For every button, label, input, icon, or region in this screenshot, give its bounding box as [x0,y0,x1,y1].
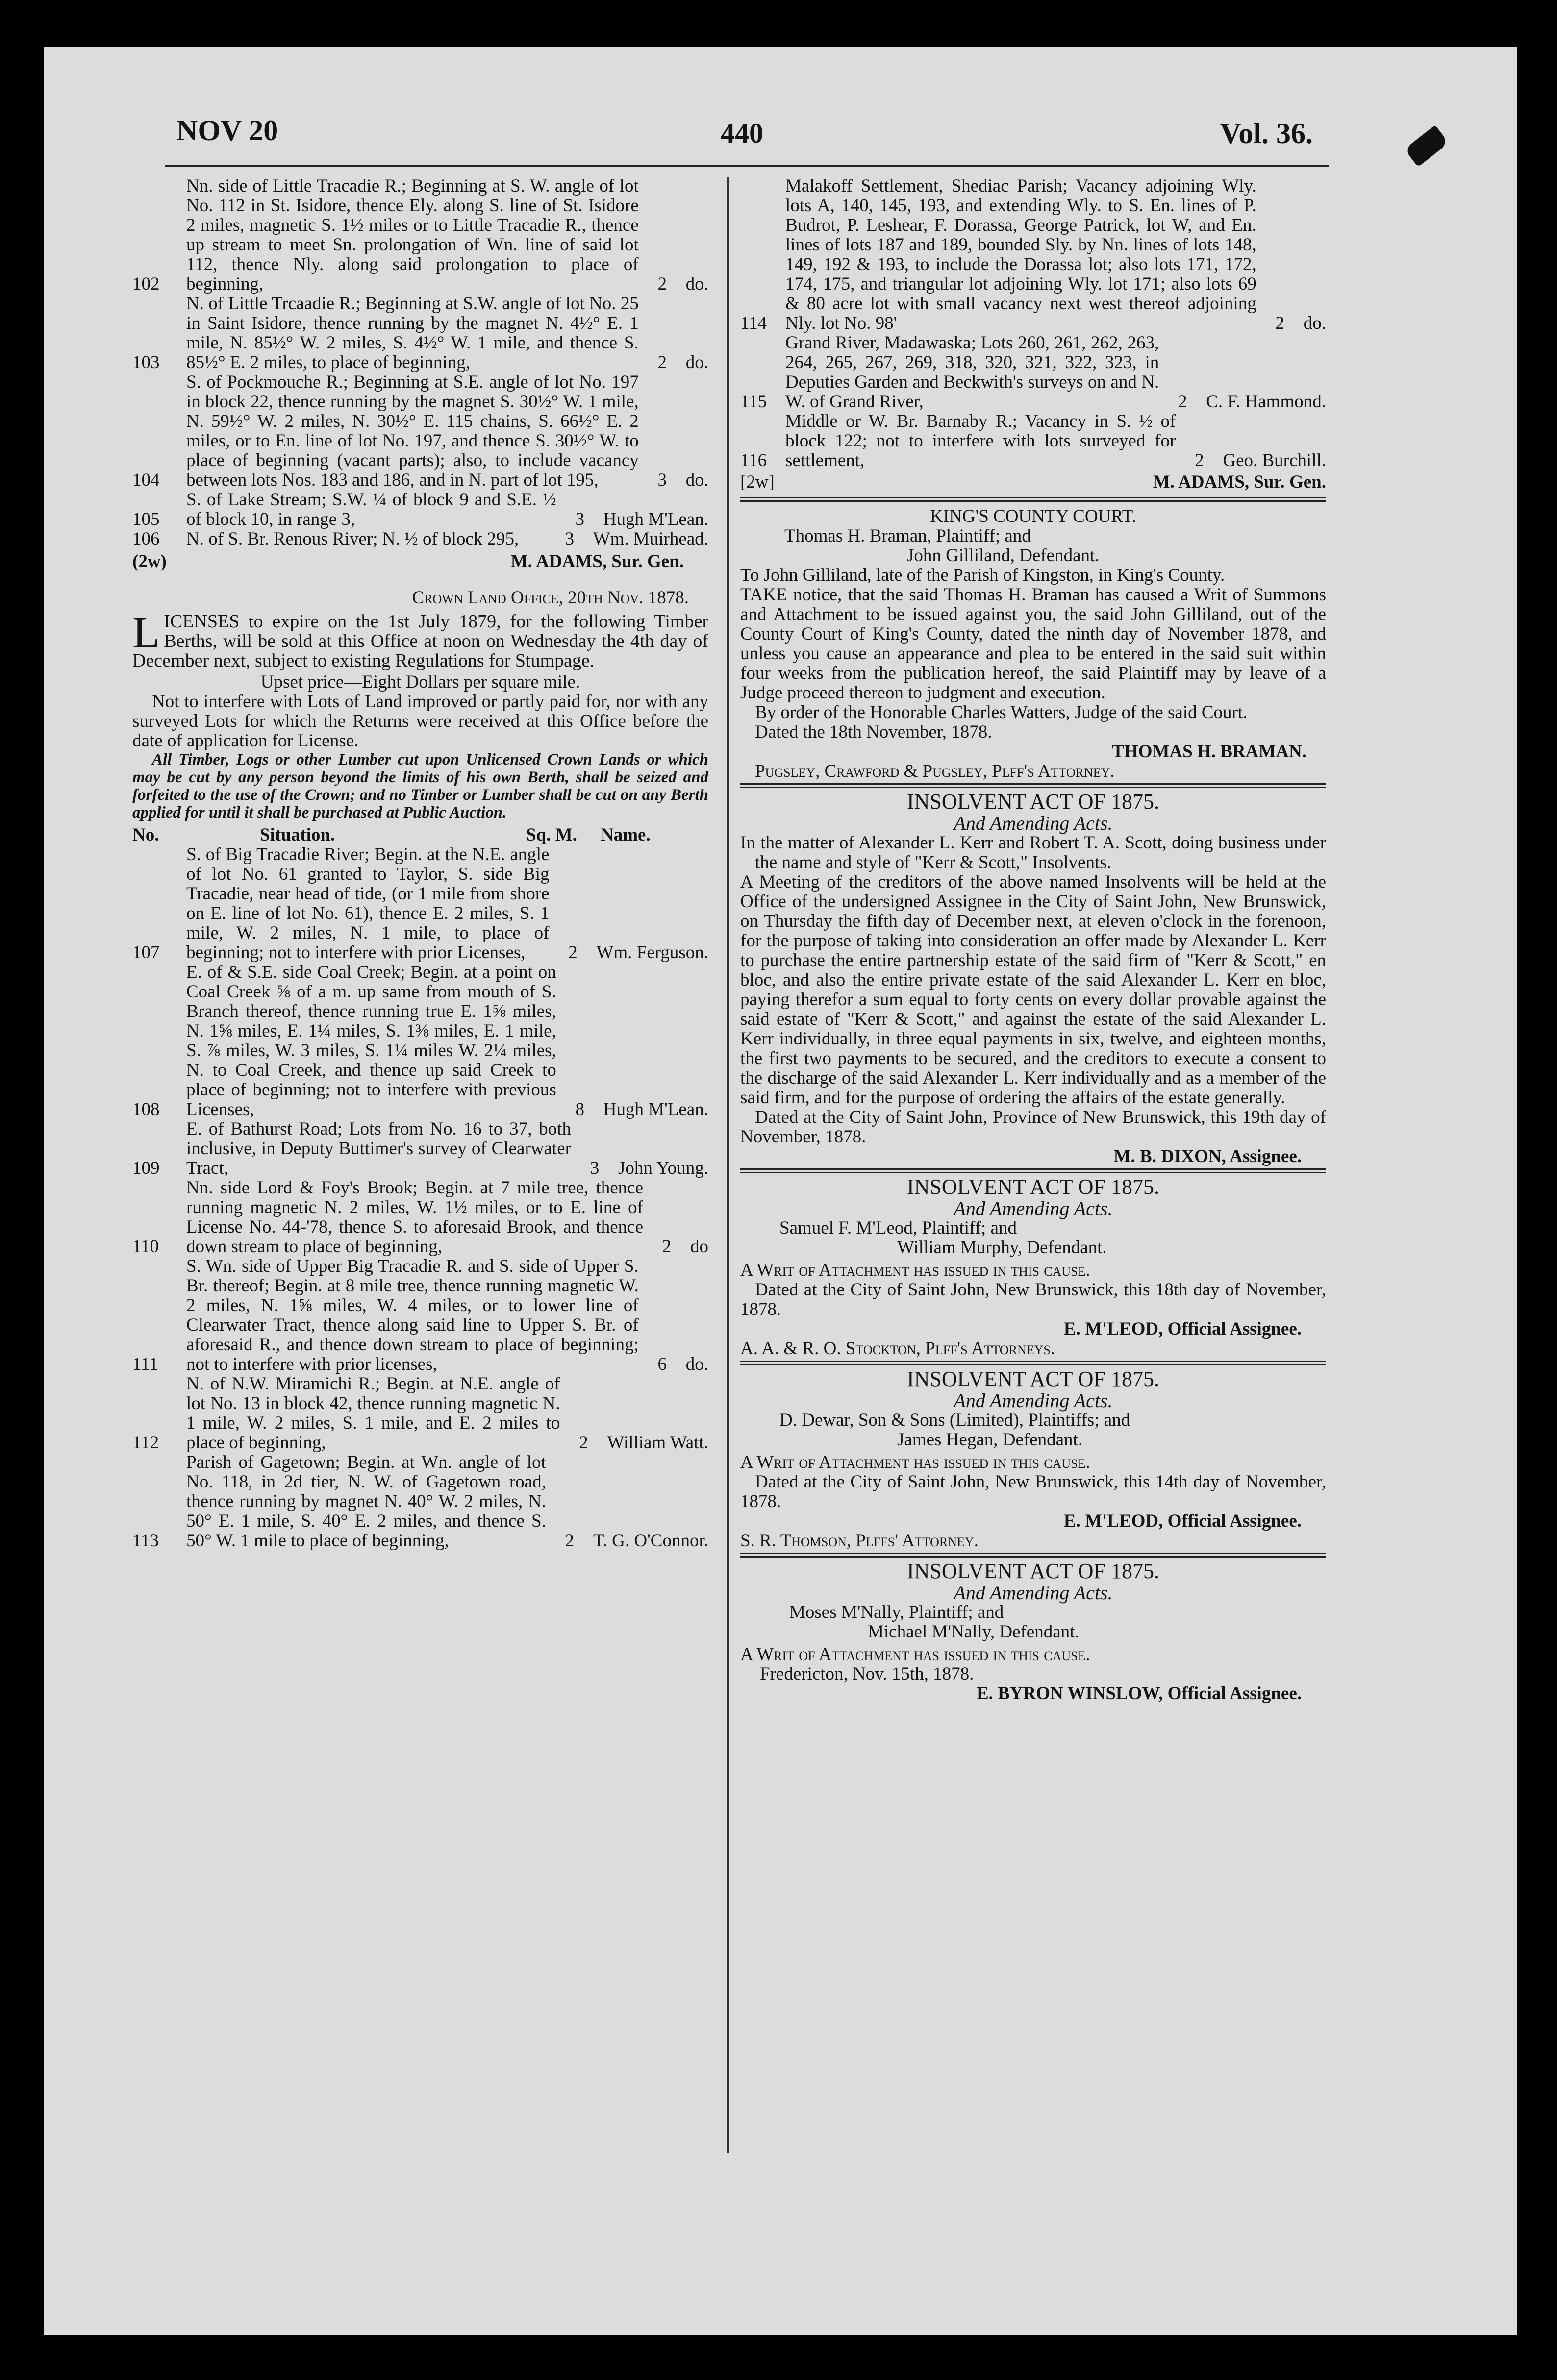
berth-licensee: Geo. Burchill. [1223,450,1326,471]
berth-number: 107 [132,942,160,963]
berth-square-miles: 2 [568,942,578,963]
berth-row [132,963,708,1119]
berth-row [740,412,1326,471]
berth-number: 104 [132,470,160,490]
berth-square-miles: 3 [590,1158,600,1178]
section-rule [740,497,1326,502]
insolvent-notice-kerr-scott: INSOLVENT ACT OF 1875. And Amending Acts. In the matter of Alexander L. Kerr and Robert T. A. Scott, doing business under the name and style of "Kerr & Scott," Insolvents. A Meeting of the creditors of the above named Insolvents will be held at the Office of the undersigned Assignee in the City of Saint John, New Brunswick, on Thursday the fifth day of December next, at eleven o'clock in the forenoon, for the purpose of taking into consideration an offer made by Alexander L. Kerr to purchase the entire partnership estate of the said firm of "Kerr & Scott," en bloc, and also the entire private estate of the said Alexander L. Kerr en bloc, paying therefor a sum equal to forty cents on every dollar provable against the said estate of "Kerr & Scott," and against the estate of the said Alexander L. Kerr individually, in three equal payments in six, twelve, and eighteen months, the first two payments to be secured, and the creditors to execute a consent to the discharge of the said Alexander L. Kerr individually and as a member of the said firm, and for the purpose of ordering the affairs of the estate generally. Dated at the City of Saint John, Province of New Brunswick, this 19th day of November, 1878. M. B. DIXON, Assignee. [740,790,1326,1166]
berth-situation: E. of & S.E. side Coal Creek; Begin. at a point on Coal Creek ⅝ of a m. up same from mouth of S. Branch thereof, thence running true E. 1⅝ miles, N. 1⅝ miles, E. 1¼ miles, S. 1⅜ miles, E. 1 mile, S. ⅞ miles, W. 3 miles, S. 1¼ miles W. 2¼ miles, N. to Coal Creek, and thence up said Creek to place of beginning; not to interfere with previous Licenses, [186,962,556,1119]
berth-licensee: do [690,1237,708,1257]
section-rule [740,1553,1326,1558]
berth-square-miles: 2 [1178,392,1187,412]
berth-situation: S. of Pockmouche R.; Beginning at S.E. angle of lot No. 197 in block 22, thence running by the magnet S. 30½° W. 1 mile, N. 59½° W. 2 miles, N. 30½° E. 115 chains, S. 66½° E. 2 miles, or to En. line of lot No. 197, and thence S. 30½° W. to place of beginning (vacant parts); also, to include vacancy between lots Nos. 183 and 186, and in N. part of lot 195, [186,372,639,490]
berth-square-miles: 2 [657,274,667,294]
berth-number: 108 [132,1099,160,1119]
berth-square-miles: 2 [1195,450,1204,471]
section-rule [740,1168,1326,1173]
berth-situation: Parish of Gagetown; Begin. at Wn. angle of lot No. 118, in 2d tier, N. W. of Gagetown road, thence running by magnet N. 40° W. 2 miles, N. 50° E. 1 mile, S. 40° E. 2 miles, and thence S. 50° W. 1 mile to place of beginning, [186,1452,546,1551]
berth-number: 112 [132,1433,159,1453]
berth-number: 113 [132,1531,159,1551]
berth-situation: N. of S. Br. Renous River; N. ½ of block 295, [186,529,519,549]
berth-licensee: T. G. O'Connor. [593,1531,708,1551]
berth-situation: N. of Little Trcaadie R.; Beginning at S.W. angle of lot No. 25 in Saint Isidore, thence running by the magnet N. 4½° E. 1 mile, N. 85½° W. 2 miles, S. 4½° W. 1 mile, and thence S. 85½° E. 2 miles, to place of beginning, [186,294,639,372]
berth-row [132,1453,708,1551]
berth-list-continued [132,176,708,549]
berth-situation: N. of N.W. Miramichi R.; Begin. at N.E. angle of lot No. 13 in block 42, thence running magnetic N. 1 mile, W. 2 miles, S. 1 mile, and E. 2 miles to place of beginning, [186,1374,560,1453]
berth-square-miles: 3 [657,470,667,490]
berth-number: 102 [132,274,160,294]
berth-row [740,333,1326,412]
left-column [132,176,708,1551]
berth-square-miles: 2 [579,1433,588,1453]
berth-situation: S. of Lake Stream; S.W. ¼ of block 9 and S.E. ½ of block 10, in range 3, [186,490,556,529]
berth-row [132,490,708,529]
header-rule [165,165,1329,167]
berth-situation: S. of Big Tracadie River; Begin. at the N.E. angle of lot No. 61 granted to Taylor, S. side Big Tracadie, near head of tide, (or 1 mile from shore on E. line of lot No. 61), thence E. 2 miles, S. 1 mile, W. 2 miles, N. 1 mile, to place of beginning; not to interfere with prior Licenses, [186,844,550,963]
berth-square-miles: 2 [662,1237,672,1257]
berth-situation: E. of Bathurst Road; Lots from No. 16 to 37, both inclusive, in Deputy Buttimer's survey of Clearwater Tract, [186,1119,571,1178]
berth-situation: S. Wn. side of Upper Big Tracadie R. and S. side of Upper S. Br. thereof; Begin. at 8 mile tree, thence running magnetic W. 2 miles, N. 1⅝ miles, W. 4 miles, or to lower line of Clearwater Tract, thence along said line to Upper S. Br. of aforesaid R., and thence down stream to place of beginning; not to interfere with prior licenses, [186,1256,639,1374]
berth-licensee: do. [1303,313,1326,333]
berth-licensee: do. [685,274,708,294]
berth-row [132,1257,708,1374]
licenses-notice: LICENSES to expire on the 1st July 1879, for the following Timber Berths, will be sold at this Office at noon on Wednesday the 4th day of December next, subject to existing Regulations for Stumpage. [132,607,708,671]
berth-licensee: Wm. Ferguson. [596,942,708,963]
berth-row [132,529,708,549]
header-date: NOV 20 [176,114,278,147]
berth-licensee: C. F. Hammond. [1206,392,1326,412]
berth-licensee: William Watt. [607,1433,708,1453]
berth-licensee: do. [685,352,708,372]
left-signature: (2w) M. ADAMS, Sur. Gen. [132,551,684,571]
court-title: KING'S COUNTY COURT. [930,506,1136,526]
berth-row [132,372,708,490]
page-number: 440 [721,117,763,149]
berth-table-header: No. Situation. Sq. M. Name. [132,825,651,845]
berth-row [132,176,708,294]
berth-list-right [740,176,1326,471]
berth-licensee: Hugh M'Lean. [603,509,708,529]
volume-number: Vol. 36. [1220,117,1313,149]
berth-square-miles: 3 [575,509,585,529]
column-divider [727,177,729,2153]
berth-number: 111 [132,1354,158,1374]
berth-situation: Malakoff Settlement, Shediac Parish; Vacancy adjoining Wly. lots A, 140, 145, 193, and extending Wly. to S. En. lines of P. Budrot, P. Leshear, F. Dorassa, George Patrick, lot W, and En. lines of lots 187 and 189, bounded Sly. by Nn. lines of lots 148, 149, 192 & 193, to include the Dorassa lot; also lots 171, 172, 174, 175, and triangular lot adjoining Wly. lot 171; also lots 69 & 80 acre lot with small vacancy next west thereof adjoining Nly. lot No. 98' [785,176,1256,333]
not-interfere-notice: Not to interfere with Lots of Land improved or partly paid for, nor with any surveyed Lots for which the Returns were received at this Office before the date of application for License. [132,692,708,751]
berth-licensee: Wm. Muirhead. [593,529,708,549]
insolvent-notice-mleod-murphy: INSOLVENT ACT OF 1875. And Amending Acts. Samuel F. M'Leod, Plaintiff; and William Murphy, Defendant. A Writ of Attachment has issued in this cause. Dated at the City of Saint John, New Brunswick, this 18th day of November, 1878. E. M'LEOD, Official Assignee. A. A. & R. O. Stockton, Plff's Attorneys. [740,1175,1326,1359]
berth-situation: Nn. side Lord & Foy's Brook; Begin. at 7 mile tree, thence running magnetic N. 2 miles, W. 1½ miles, or to E. line of License No. 44-'78, thence S. to aforesaid Brook, and thence down stream to place of beginning, [186,1178,643,1257]
berth-situation: Nn. side of Little Tracadie R.; Beginning at S. W. angle of lot No. 112 in St. Isidore, thence Ely. along S. line of St. Isidore 2 miles, magnetic S. 1½ miles or to Little Tracadie R., thence up stream to meet Sn. prolongation of Wn. line of said lot 112, thence Nly. along said prolongation to place of beginning, [186,176,639,294]
berth-row [740,176,1326,333]
berth-square-miles: 2 [1275,313,1284,333]
berth-row [132,1119,708,1178]
right-column [740,176,1326,1704]
berth-square-miles: 3 [565,529,574,549]
right-signature: [2w] M. ADAMS, Sur. Gen. [740,472,1326,492]
berth-row [132,845,708,963]
berth-licensee: John Young. [618,1158,708,1178]
berth-square-miles: 2 [657,352,667,372]
section-rule [740,1361,1326,1365]
berth-list [132,845,708,1551]
berth-square-miles: 8 [575,1099,585,1119]
section-rule [740,783,1326,788]
berth-square-miles: 6 [657,1354,667,1374]
berth-square-miles: 2 [565,1531,575,1551]
berth-number: 103 [132,352,160,372]
berth-situation: Middle or W. Br. Barnaby R.; Vacancy in S. ½ of block 122; not to interfere with lots surveyed for settlement, [785,411,1176,471]
berth-licensee: do. [685,1354,708,1374]
insolvent-notice-mnally: INSOLVENT ACT OF 1875. And Amending Acts. Moses M'Nally, Plaintiff; and Michael M'Nally, Defendant. A Writ of Attachment has issued in this cause. Fredericton, Nov. 15th, 1878. E. BYRON WINSLOW, Official Assignee. [740,1559,1302,1704]
berth-number: 115 [740,392,767,412]
berth-number: 110 [132,1237,159,1257]
berth-number: 114 [740,313,767,333]
berth-situation: Grand River, Madawaska; Lots 260, 261, 262, 263, 264, 265, 267, 269, 318, 320, 321, 322, 323, in Deputies Garden and Beckwith's surveys on and N. W. of Grand River, [785,333,1159,412]
crown-land-office-dateline: Crown Land Office, 20th Nov. 1878. [412,588,689,608]
berth-number: 106 [132,529,160,549]
berth-licensee: do. [685,470,708,490]
berth-number: 109 [132,1158,160,1178]
timber-warning: All Timber, Logs or other Lumber cut upon Unlicensed Crown Lands or which may be cut by any person beyond the limits of his own Berth, shall be seized and forfeited to the use of the Crown; and no Timber or Lumber shall be cut on any Berth applied for until it shall be purchased at Public Auction. [132,751,708,821]
berth-number: 105 [132,509,160,529]
berth-licensee: Hugh M'Lean. [603,1099,708,1119]
kings-county-court-notice: KING'S COUNTY COURT. Thomas H. Braman, Plaintiff; and John Gilliland, Defendant. To John Gilliland, late of the Parish of Kingston, in King's County. TAKE notice, that the said Thomas H. Braman has caused a Writ of Summons and Attachment to be issued against you, the said John Gilliland, out of the County Court of King's County, dated the ninth day of November 1878, and unless you cause an appearance and plea to be entered in the said suit within four weeks from the publication hereof, the said Plaintiff may by leave of a Judge proceed thereon to judgment and execution. By order of the Honorable Charles Watters, Judge of the said Court. Dated the 18th November, 1878. THOMAS H. BRAMAN. Pugsley, Crawford & Pugsley, Plff's Attorney. [740,506,1326,781]
page-header [176,114,1313,153]
berth-number: 116 [740,450,767,471]
berth-row [132,1374,708,1453]
berth-row [132,1178,708,1257]
insolvent-notice-dewar-hegan: INSOLVENT ACT OF 1875. And Amending Acts. D. Dewar, Son & Sons (Limited), Plaintiffs; and James Hegan, Defendant. A Writ of Attachment has issued in this cause. Dated at the City of Saint John, New Brunswick, this 14th day of November, 1878. E. M'LEOD, Official Assignee. S. R. Thomson, Plffs' Attorney. [740,1367,1326,1551]
berth-row [132,294,708,372]
upset-price: Upset price—Eight Dollars per square mile. [260,672,580,692]
